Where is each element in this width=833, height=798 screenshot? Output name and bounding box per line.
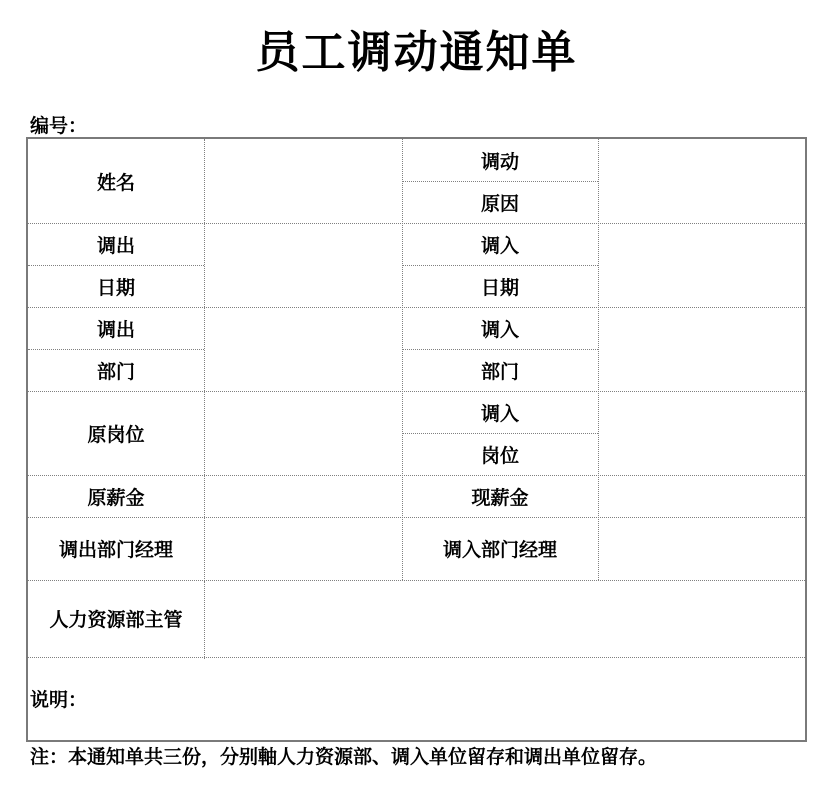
label-reason-1: 调动 [480,150,519,173]
label-orig-salary: 原薪金 [87,486,145,509]
grid-line [204,139,205,655]
label-remarks: 说明： [30,689,88,711]
form-number-label: 编号： [30,115,88,137]
label-out-manager: 调出部门经理 [58,539,173,561]
label-in-manager: 调入部门经理 [442,539,557,561]
footnote: 注：本通知单共三份，分别軸人力资源部、调入单位留存和调出单位留存。 [30,746,658,768]
label-hr-supervisor: 人力资源部主管 [49,609,183,631]
label-orig-position: 原岗位 [87,423,145,446]
transfer-form-table [26,137,807,742]
grid-line [204,581,205,659]
label-in-dept-2: 部门 [480,360,519,383]
form-title: 员工调动通知单 [255,27,578,78]
label-in-date-2: 日期 [480,276,519,299]
label-out-dept-2: 部门 [96,360,135,383]
label-new-salary: 现薪金 [471,486,529,509]
label-out-date-1: 调出 [96,234,135,257]
label-in-position-2: 岗位 [480,444,519,467]
label-in-dept-1: 调入 [480,318,519,341]
label-out-date-2: 日期 [96,276,135,299]
label-name: 姓名 [96,171,135,194]
grid-line [598,139,599,580]
label-in-position-1: 调入 [480,402,519,425]
label-in-date-1: 调入 [480,234,519,257]
label-reason-2: 原因 [480,192,519,215]
label-out-dept-1: 调出 [96,318,135,341]
